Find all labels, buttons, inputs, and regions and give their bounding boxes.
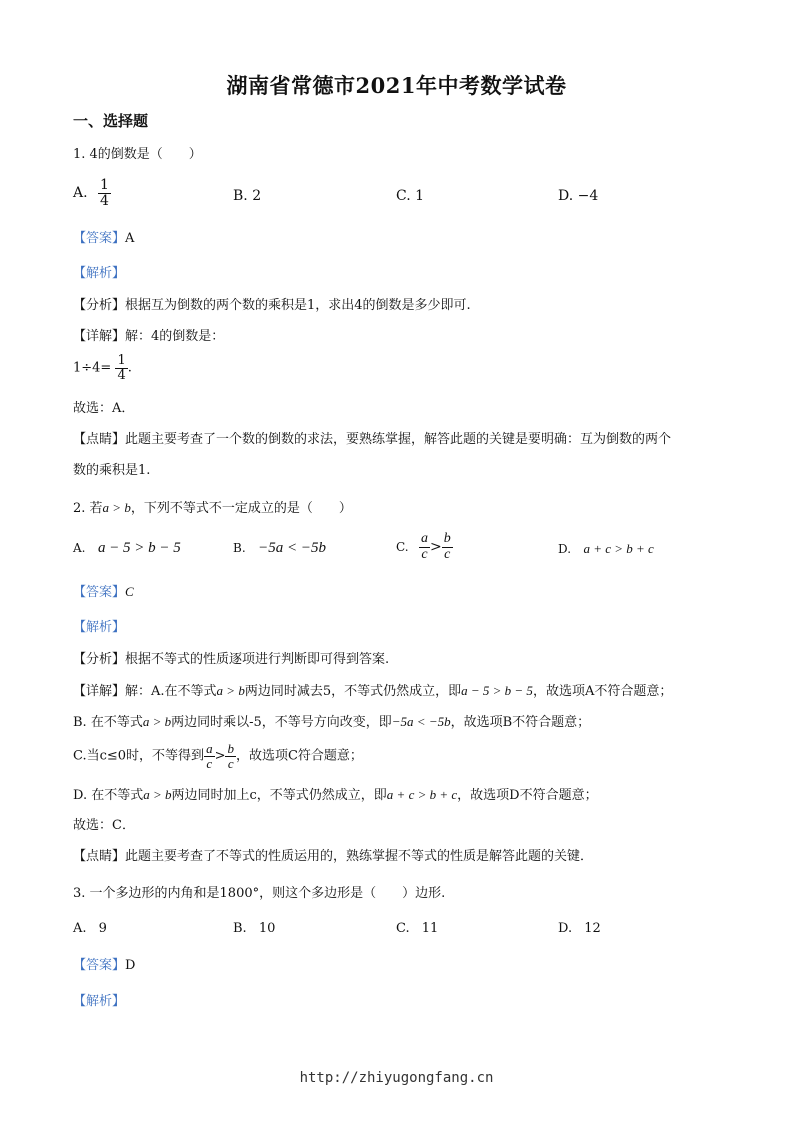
page-title: 湖南省常德市2021年中考数学试卷 [226, 73, 567, 98]
option-label: B. [233, 921, 247, 936]
numerator: a [206, 741, 213, 756]
option-value: −5a < −5b [258, 540, 326, 556]
option-label: B. [233, 188, 248, 204]
numerator: 1 [100, 177, 109, 193]
option-label: A. [73, 541, 86, 555]
q2-dianjing [73, 848, 593, 866]
math: a − 5 > b − 5 [461, 683, 533, 698]
denominator: c [227, 755, 234, 771]
answer-tag: 【答案】 [73, 585, 126, 600]
answer-tag: 【答案】 [73, 958, 126, 973]
q1-jiexi-tag: 【解析】 [73, 266, 126, 281]
option-value: 9 [98, 921, 107, 936]
math: a > b [142, 714, 172, 729]
option-label: D. [558, 188, 574, 204]
denominator: c [444, 546, 451, 562]
q3-option-c [396, 921, 438, 936]
fraction [225, 742, 236, 770]
text-part: D. 在不等式 [73, 788, 144, 803]
option-value: 10 [258, 921, 276, 936]
q2-jiexi-tag: 【解析】 [73, 620, 126, 635]
q2-fenxi [73, 651, 389, 669]
numerator: b [443, 531, 451, 546]
text-part: C.当c≤0时，不等得到 [73, 748, 205, 764]
q2-xiangjie-b [73, 713, 590, 732]
q1-calculation [73, 354, 132, 382]
math: a + c > b + c [386, 787, 458, 802]
fenxi-text: 根据不等式的性质逐项进行判断即可得到答案. [125, 652, 390, 667]
section-heading: 一、选择题 [73, 112, 149, 130]
math: −5a < −5b [391, 714, 451, 729]
q3-jiexi-tag: 【解析】 [73, 994, 126, 1009]
text-part: B. 在不等式 [73, 715, 143, 730]
q1-stem: 1. 4的倒数是（ ） [73, 147, 202, 162]
q2-stem [73, 499, 352, 518]
text-part: ，故选项B不符合题意； [450, 715, 591, 730]
xiangjie-tag: 【详解】 [73, 329, 126, 344]
answer-value: A [125, 231, 135, 246]
text-part: 两边同时加上c，不等式仍然成立，即 [171, 788, 387, 803]
denominator: c [421, 546, 428, 562]
denominator: c [206, 755, 213, 771]
option-label: D. [558, 921, 573, 936]
q2-guxuan: 故选：C． [73, 818, 135, 833]
option-label: A. [73, 921, 87, 936]
fraction [98, 178, 111, 208]
q3-option-b [233, 921, 275, 936]
text-part: 解：A.在不等式 [125, 684, 217, 699]
answer-value: D [125, 958, 136, 973]
fraction [115, 354, 127, 382]
option-value: 11 [421, 921, 439, 936]
answer-value: C [125, 584, 134, 599]
q2-xiangjie-c [73, 742, 363, 770]
stem-math: a > b [102, 500, 131, 515]
text-part: ，故选项A不符合题意； [532, 684, 673, 699]
q3-answer [73, 957, 135, 975]
text-part: ，故选项C符合题意； [235, 748, 363, 764]
dianjing-text: 此题主要考查了不等式的性质运用的，熟练掌握不等式的性质是解答此题的关键． [125, 849, 594, 864]
denominator: 4 [117, 367, 126, 383]
text-part: 两边同时乘以-5，不等号方向改变，即 [171, 715, 392, 730]
fenxi-tag: 【分析】 [73, 298, 126, 313]
fraction [419, 532, 430, 562]
q2-option-d [558, 541, 654, 557]
q3-option-d [558, 921, 601, 936]
numerator: a [421, 531, 429, 546]
q1-dianjing [73, 431, 671, 449]
gt-sign: > [430, 539, 442, 556]
fraction [442, 532, 453, 562]
option-label: C. [396, 540, 409, 555]
fenxi-tag: 【分析】 [73, 652, 126, 667]
q2-option-a [73, 540, 181, 557]
q2-option-c [396, 532, 453, 562]
q1-option-d [558, 188, 598, 204]
fenxi-text: 根据互为倒数的两个数的乘积是1，求出4的倒数是多少即可. [125, 298, 471, 313]
calc-left: 1÷4= [73, 360, 112, 376]
answer-tag: 【答案】 [73, 231, 126, 246]
q1-answer [73, 230, 134, 248]
q2-xiangjie-d [73, 786, 598, 805]
calc-end: . [127, 360, 132, 376]
option-value: 12 [584, 921, 601, 936]
footer-url: http://zhiyugongfang.cn [299, 1070, 494, 1086]
fraction [204, 742, 215, 770]
stem-part: ，下列不等式不一定成立的是（ ） [130, 501, 352, 516]
q1-option-c [396, 188, 424, 204]
gt-sign: > [214, 748, 226, 764]
option-label: A. [73, 185, 88, 202]
q1-option-b [233, 188, 261, 204]
math: a > b [143, 787, 172, 802]
math: a > b [216, 683, 245, 698]
dianjing-tag: 【点睛】 [73, 432, 126, 447]
option-label: C. [396, 188, 411, 204]
xiangjie-text: 解：4的倒数是： [125, 329, 225, 344]
q2-option-b [233, 540, 326, 557]
dianjing-text: 此题主要考查了一个数的倒数的求法，要熟练掌握，解答此题的关键是要明确：互为倒数的两个 [125, 432, 672, 447]
option-value: 1 [415, 188, 425, 204]
text-part: 两边同时减去5，不等式仍然成立，即 [244, 684, 462, 699]
q1-fenxi [73, 297, 471, 315]
q2-answer [73, 583, 134, 602]
xiangjie-tag: 【详解】 [73, 684, 126, 699]
q3-stem: 3. 一个多边形的内角和是1800°，则这个多边形是（ ）边形. [73, 886, 446, 901]
q1-xiangjie [73, 328, 224, 346]
q1-option-a [73, 178, 111, 208]
q1-dianjing-cont: 数的乘积是1. [73, 463, 151, 478]
option-value: a − 5 > b − 5 [97, 540, 181, 556]
denominator: 4 [100, 192, 109, 209]
text-part: ，故选项D不符合题意； [457, 788, 598, 803]
option-label: B. [233, 541, 246, 555]
option-label: D. [558, 542, 572, 556]
option-value: a + c > b + c [583, 541, 654, 556]
option-value: 2 [252, 188, 262, 204]
numerator: b [227, 741, 234, 756]
q2-xiangjie-a [73, 682, 672, 701]
numerator: 1 [117, 353, 126, 368]
option-label: C. [396, 921, 410, 936]
q3-option-a [73, 921, 107, 936]
dianjing-tag: 【点睛】 [73, 849, 126, 864]
q1-guxuan: 故选：A． [73, 401, 135, 416]
option-value: −4 [577, 188, 599, 204]
stem-part: 2. 若 [73, 501, 103, 516]
